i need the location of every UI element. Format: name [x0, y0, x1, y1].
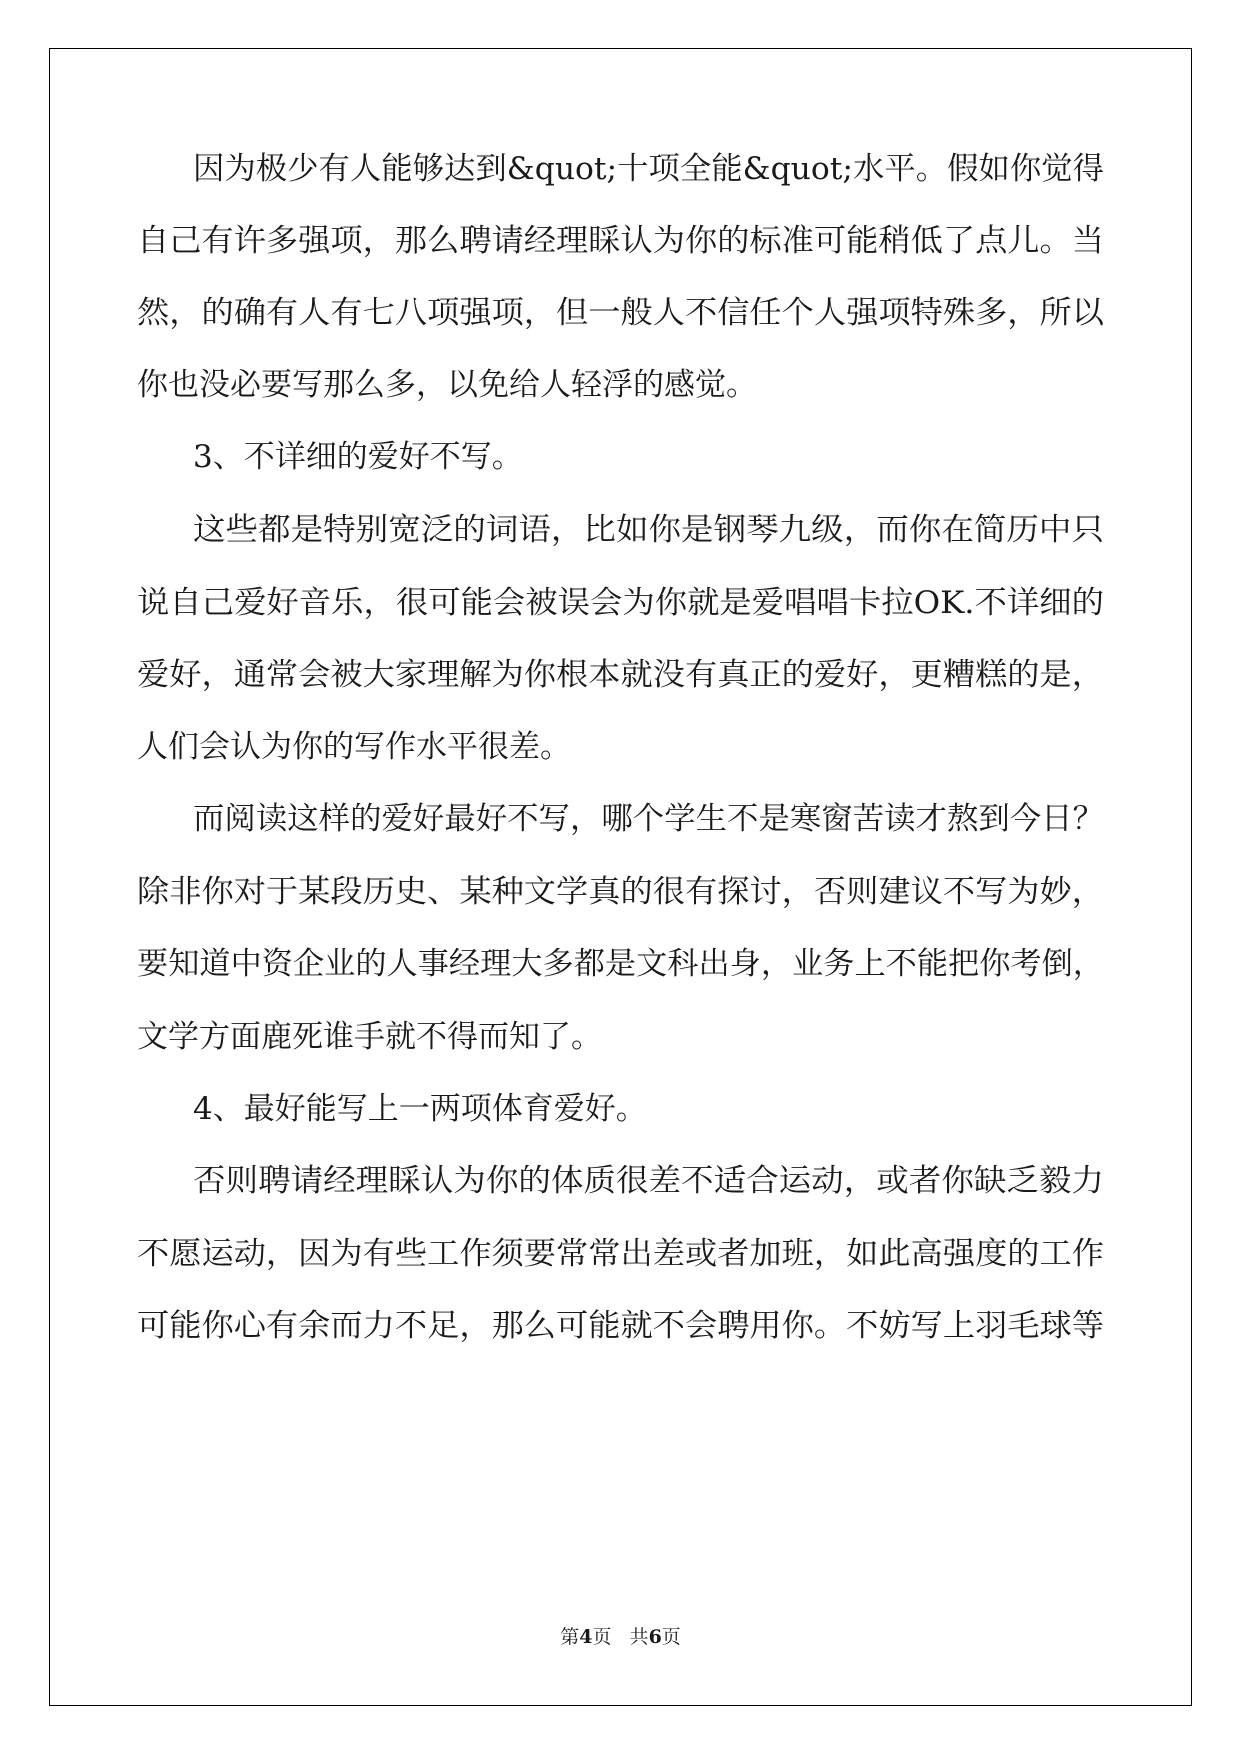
footer-prefix: 第 [560, 1626, 580, 1648]
text-line: 要知道中资企业的人事经理大多都是文科出身，业务上不能把你考倒， [137, 946, 1104, 982]
text-line: 然，的确有人有七八项强项，但一般人不信任个人强项特殊多，所以 [137, 295, 1104, 331]
text-line: 否则聘请经理睬认为你的体质很差不适合运动，或者你缺乏毅力 [193, 1163, 1104, 1199]
text-line: 说自己爱好音乐，很可能会被误会为你就是爱唱唱卡拉OK.不详细的 [137, 585, 1104, 621]
footer-suffix: 页 [661, 1626, 681, 1648]
text-line: 文学方面鹿死谁手就不得而知了。 [137, 1019, 602, 1055]
current-page-number: 4 [579, 1626, 593, 1648]
footer-mid: 页 共 [592, 1626, 649, 1648]
text-line: 你也没必要写那么多，以免给人轻浮的感觉。 [137, 367, 757, 403]
page-footer [0, 1622, 1241, 1649]
text-line: 人们会认为你的写作水平很差。 [137, 729, 571, 765]
section-heading: 4、最好能写上一两项体育爱好。 [193, 1091, 647, 1127]
text-line: 不愿运动，因为有些工作须要常常出差或者加班，如此高强度的工作 [137, 1236, 1104, 1272]
section-heading: 3、不详细的爱好不写。 [193, 439, 523, 475]
text-line: 爱好，通常会被大家理解为你根本就没有真正的爱好，更糟糕的是， [137, 657, 1104, 693]
text-line: 这些都是特别宽泛的词语，比如你是钢琴九级，而你在简历中只 [193, 512, 1104, 548]
text-line: 可能你心有余而力不足，那么可能就不会聘用你。不妨写上羽毛球等 [137, 1308, 1104, 1344]
text-line: 除非你对于某段历史、某种文学真的很有探讨，否则建议不写为妙， [137, 874, 1104, 910]
total-page-count: 6 [648, 1626, 662, 1648]
text-line: 因为极少有人能够达到&quot;十项全能&quot;水平。假如你觉得 [193, 151, 1104, 187]
text-line: 而阅读这样的爱好最好不写，哪个学生不是寒窗苦读才熬到今日？ [193, 801, 1104, 837]
text-line: 自己有许多强项，那么聘请经理睬认为你的标准可能稍低了点儿。当 [137, 223, 1104, 259]
